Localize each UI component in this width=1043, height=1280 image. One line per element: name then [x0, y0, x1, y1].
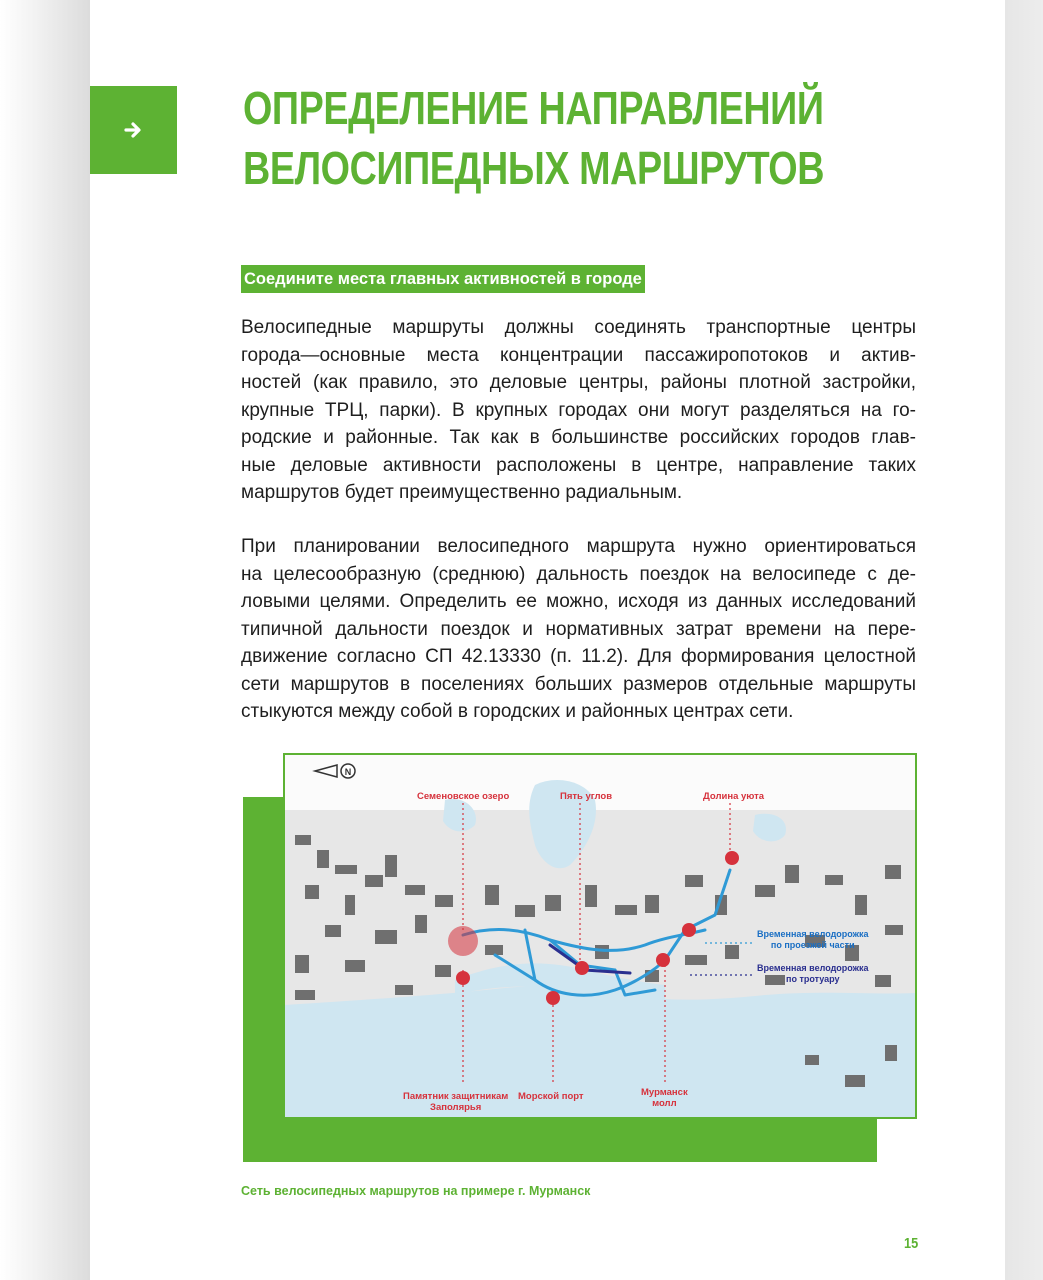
- city-map-figure: [283, 753, 917, 1119]
- compass-letter: N: [344, 767, 352, 777]
- map-label-sea-port: Морской порт: [518, 1091, 584, 1102]
- paragraph-1-line: крупные ТРЦ, парки). В крупных городах они могут разделяться на го-: [241, 399, 916, 421]
- bay-water: [285, 986, 915, 1117]
- map-label-pyat-uglov: Пять углов: [560, 791, 613, 802]
- viewer-right-margin: [1005, 0, 1043, 1280]
- map-label-mall-line-2: молл: [652, 1098, 677, 1109]
- paragraph-1-line: города—основные места концентрации пассажиропотоков и актив-: [241, 344, 916, 366]
- page-number: 15: [904, 1235, 919, 1252]
- paragraph-2-line: сети маршрутов в поселениях больших размеров отдельные маршруты: [241, 673, 916, 695]
- map-label-monument-line-1: Памятник защитникам: [403, 1091, 509, 1102]
- map-label-road-lane-line-2: по проезжей части: [770, 940, 855, 950]
- poi-center-east: [682, 923, 696, 937]
- page-title: [243, 78, 833, 198]
- map-label-sidewalk-lane-line-2: по тротуару: [786, 974, 840, 984]
- paragraph-2-line: движение согласно СП 42.13330 (п. 11.2). Для формирования целостной: [241, 646, 916, 667]
- paragraph-1-line: маршрутов будет преимущественно радиальным.: [241, 482, 683, 503]
- poi-pyat-uglov: [575, 961, 589, 975]
- paragraph-1-line: Велосипедные маршруты должны соединять транспортные центры: [241, 317, 916, 338]
- map-label-mall-line-1: Мурманск: [641, 1087, 688, 1098]
- map-label-road-lane: [757, 929, 869, 951]
- map-label-mall: [641, 1087, 688, 1109]
- page-title-line-2: ВЕЛОСИПЕДНЫХ МАРШРУТОВ: [243, 142, 825, 194]
- map-label-sidewalk-lane: [757, 963, 869, 985]
- poi-dolina-uyuta: [725, 851, 739, 865]
- poi-mall: [656, 953, 670, 967]
- map-label-road-lane-line-1: Временная велодорожка: [757, 929, 869, 939]
- paragraph-1-line: родские и районные. Так как в большинстве российских городов глав-: [241, 427, 916, 448]
- figure-caption: Сеть велосипедных маршрутов на примере г. Мурманск: [241, 1184, 591, 1198]
- arrow-right-icon: [123, 121, 145, 139]
- paragraph-2-line: стыкуются между собой в городских и районных центрах сети.: [241, 701, 794, 722]
- map-label-sidewalk-lane-line-1: Временная велодорожка: [757, 963, 869, 973]
- map-label-semenovskoe: Семеновское озеро: [417, 791, 510, 802]
- viewer-left-margin: [0, 0, 90, 1280]
- map-label-monument: [403, 1091, 508, 1113]
- paragraph-2-line: При планировании велосипедного маршрута нужно ориентироваться: [241, 536, 916, 557]
- poi-semenovskoe-area: [448, 926, 478, 956]
- poi-sea-port: [546, 991, 560, 1005]
- document-page: [90, 0, 1005, 1280]
- paragraph-2: [241, 533, 916, 726]
- paragraph-2-line: ловыми целями. Определить ее можно, исходя из данных исследований: [241, 591, 916, 612]
- paragraph-2-line: на целесообразную (среднюю) дальность поездок на велосипеде с де-: [241, 563, 916, 585]
- section-marker: [90, 86, 177, 174]
- paragraph-2-line: типичной дальности поездок и нормативных затрат времени на пере-: [241, 618, 916, 640]
- poi-monument: [456, 971, 470, 985]
- map-label-monument-line-2: Заполярья: [430, 1102, 482, 1113]
- map-label-dolina-uyuta: Долина уюта: [703, 791, 765, 802]
- section-subtitle: Соедините места главных активностей в городе: [241, 265, 645, 293]
- paragraph-1-line: ные деловые активности расположены в центре, направление таких: [241, 454, 916, 476]
- paragraph-1-line: ностей (как правило, это деловые центры, районы плотной застройки,: [241, 372, 916, 393]
- paragraph-1: [241, 314, 916, 507]
- page-title-line-1: ОПРЕДЕЛЕНИЕ НАПРАВЛЕНИЙ: [243, 82, 824, 134]
